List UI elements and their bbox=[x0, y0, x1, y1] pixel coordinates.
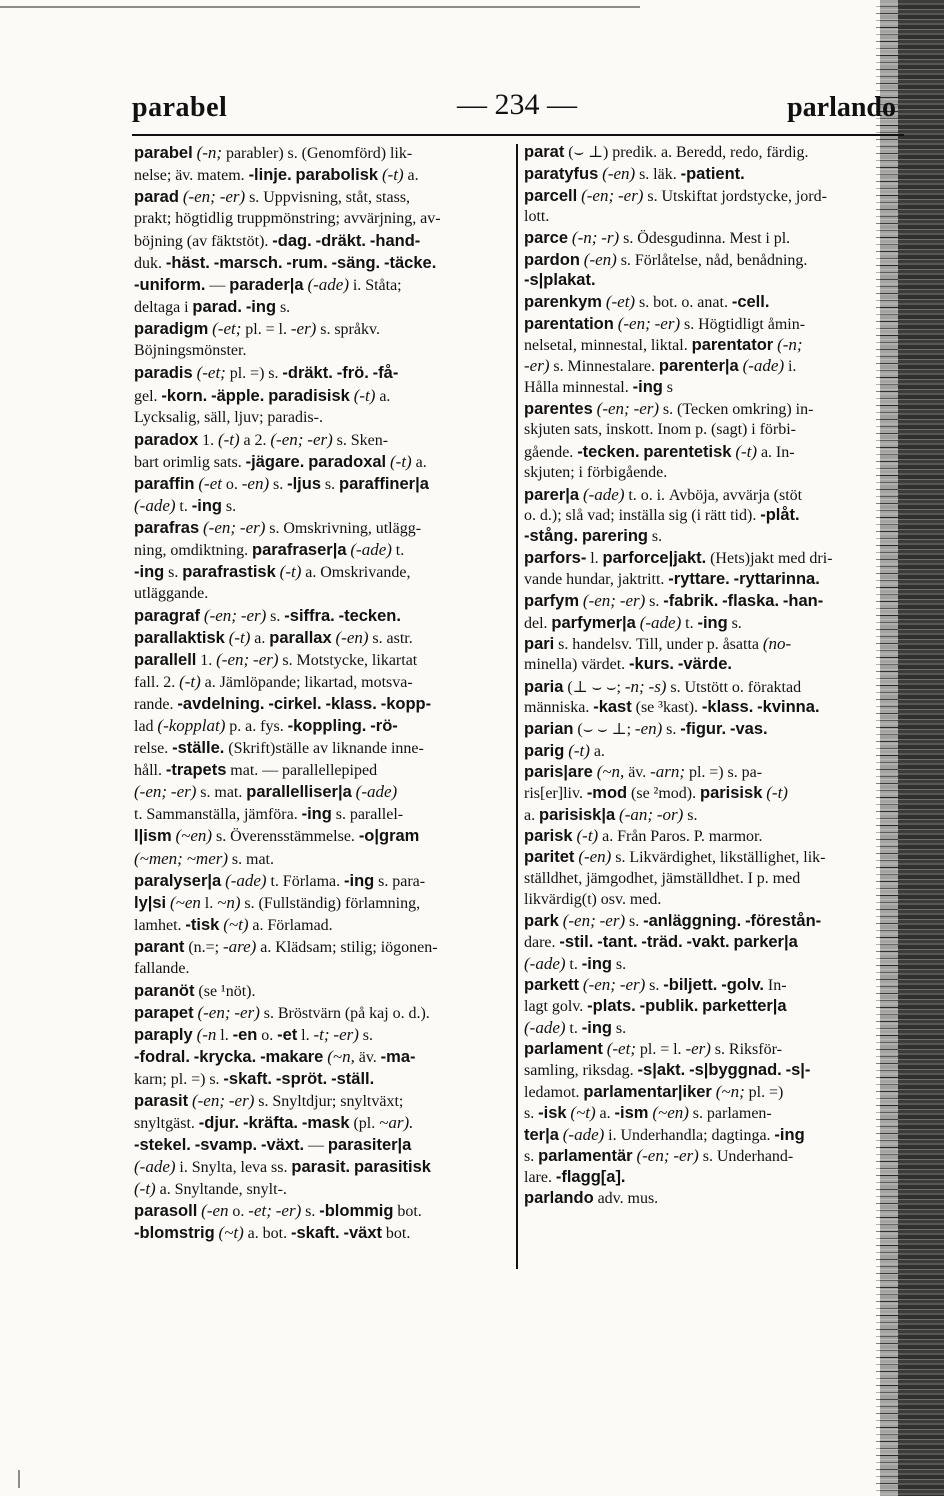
dictionary-line: parat (⌣ ⊥) predik. a. Beredd, redo, färdig. bbox=[524, 143, 809, 161]
dictionary-line: park (-en; -er) s. -anläggning. -förestån- bbox=[524, 911, 822, 931]
dictionary-line: nelse; äv. matem. -linje. parabolisk (-t) a. bbox=[134, 165, 419, 185]
dictionary-line: -ing s. parafrastisk (-t) a. Omskrivande, bbox=[134, 561, 411, 581]
dictionary-line: del. parfymer|a (-ade) t. -ing s. bbox=[524, 612, 742, 632]
dictionary-line: paria (⊥ ⌣ ⌣; -n; -s) s. Utstött o. föraktad bbox=[524, 676, 802, 696]
dictionary-line: parlando adv. mus. bbox=[524, 1188, 659, 1207]
dictionary-line: -er) s. Minnestalare. parenter|a (-ade) i. bbox=[524, 356, 797, 376]
dictionary-line: relse. -ställe. (Skrift)ställe av liknande inne- bbox=[134, 739, 424, 758]
dictionary-line: utläggande. bbox=[134, 584, 209, 602]
dictionary-line: -s|plakat. bbox=[524, 271, 596, 290]
dictionary-line: parlament (-et; pl. = l. -er) s. Riksför- bbox=[524, 1039, 782, 1059]
column-divider bbox=[516, 144, 518, 1269]
dictionary-line: l|ism (~en) s. Överensstämmelse. -o|gram bbox=[134, 826, 420, 846]
dictionary-line: parallaktisk (-t) a. parallax (-en) s. astr. bbox=[134, 628, 413, 648]
dictionary-line: -blomstrig (~t) a. bot. -skaft. -växt bot. bbox=[134, 1223, 411, 1243]
dictionary-line: parcell (-en; -er) s. Utskiftat jordstycke, jord- bbox=[524, 185, 827, 205]
dictionary-line: paradigm (-et; pl. = l. -er) s. språkv. bbox=[134, 319, 380, 339]
dictionary-line: parer|a (-ade) t. o. i. Avböja, avvärja (stöt bbox=[524, 484, 803, 504]
dictionary-line: deltaga i parad. -ing s. bbox=[134, 298, 291, 317]
dictionary-line: parallell 1. (-en; -er) s. Motstycke, likartat bbox=[134, 650, 418, 670]
dictionary-line: parig (-t) a. bbox=[524, 740, 605, 760]
dictionary-line: minella) värdet. -kurs. -värde. bbox=[524, 655, 732, 674]
dictionary-line: gående. -tecken. parentetisk (-t) a. In- bbox=[524, 441, 795, 461]
dictionary-line: paris|are (~n, äv. -arn; pl. =) s. pa- bbox=[524, 761, 763, 781]
left-column bbox=[134, 142, 508, 1244]
dictionary-line: -stekel. -svamp. -växt. — parasiter|a bbox=[134, 1136, 412, 1155]
dictionary-line: parant (n.=; -are) a. Klädsam; stilig; iögonen- bbox=[134, 936, 438, 956]
dictionary-line: parentation (-en; -er) s. Högtidligt åmin- bbox=[524, 313, 806, 333]
dictionary-line: Lycksalig, säll, ljuv; paradis-. bbox=[134, 408, 323, 426]
dictionary-line: snyltgäst. -djur. -kräfta. -mask (pl. ~ar). bbox=[134, 1113, 414, 1133]
dictionary-line: (-ade) i. Snylta, leva ss. parasit. parasitisk bbox=[134, 1157, 431, 1177]
dictionary-line: samling, riksdag. -s|akt. -s|byggnad. -s|- bbox=[524, 1060, 811, 1079]
dictionary-line: parisk (-t) a. Från Paros. P. marmor. bbox=[524, 826, 763, 845]
dictionary-line: paratyfus (-en) s. läk. -patient. bbox=[524, 164, 745, 184]
dictionary-line: skjuten; i förbigående. bbox=[524, 464, 668, 482]
dictionary-line: (-en; -er) s. mat. parallelliser|a (-ade) bbox=[134, 782, 398, 802]
dictionary-line: parapet (-en; -er) s. Bröstvärn (på kaj o. d.). bbox=[134, 1002, 430, 1022]
right-column bbox=[524, 142, 902, 1209]
dictionary-line: parfym (-en; -er) s. -fabrik. -flaska. -han- bbox=[524, 591, 824, 611]
dictionary-line: parad (-en; -er) s. Uppvisning, ståt, stass, bbox=[134, 187, 411, 207]
dictionary-line: lare. -flagg[a]. bbox=[524, 1167, 626, 1186]
dictionary-line: pardon (-en) s. Förlåtelse, nåd, benådning. bbox=[524, 249, 808, 269]
dictionary-line: paradox 1. (-t) a 2. (-en; -er) s. Sken- bbox=[134, 429, 389, 449]
dictionary-line: Hålla minnestal. -ing s bbox=[524, 377, 673, 396]
dictionary-line: -uniform. — parader|a (-ade) i. Ståta; bbox=[134, 275, 402, 295]
top-scan-line bbox=[0, 6, 640, 8]
dictionary-line: parkett (-en; -er) s. -biljett. -golv. In- bbox=[524, 975, 787, 995]
dictionary-line: bart orimlig sats. -jägare. paradoxal (-t) a. bbox=[134, 451, 427, 471]
dictionary-line: pari s. handelsv. Till, under p. åsatta (no- bbox=[524, 633, 792, 653]
dictionary-line: parentes (-en; -er) s. (Tecken omkring) in- bbox=[524, 399, 814, 419]
dictionary-line: människa. -kast (se ³kast). -klass. -kvinna. bbox=[524, 697, 820, 716]
dictionary-line: håll. -trapets mat. — parallellepiped bbox=[134, 761, 378, 780]
margin-mark bbox=[18, 1470, 28, 1488]
dictionary-line: -fodral. -krycka. -makare (~n, äv. -ma- bbox=[134, 1046, 416, 1066]
dictionary-line: paraply (-n l. -en o. -et l. -t; -er) s. bbox=[134, 1024, 373, 1044]
dictionary-line: ly|si (~en l. ~n) s. (Fullständig) förlamning, bbox=[134, 892, 421, 912]
dictionary-line: skjuten sats, inskott. Inom p. (sagt) i förbi- bbox=[524, 421, 797, 439]
dictionary-line: lagt golv. -plats. -publik. parketter|a bbox=[524, 996, 787, 1015]
dictionary-line: lad (-kopplat) p. a. fys. -koppling. -rö- bbox=[134, 716, 398, 736]
dictionary-line: (-ade) t. -ing s. bbox=[134, 495, 237, 515]
dictionary-line: fall. 2. (-t) a. Jämlöpande; likartad, motsva- bbox=[134, 672, 413, 692]
dictionary-line: t. Sammanställa, jämföra. -ing s. parallel- bbox=[134, 805, 404, 824]
dictionary-line: (-ade) t. -ing s. bbox=[524, 954, 627, 974]
dictionary-line: a. parisisk|a (-an; -or) s. bbox=[524, 804, 698, 824]
dictionary-line: ning, omdiktning. parafraser|a (-ade) t. bbox=[134, 539, 405, 559]
dictionary-line: parenkym (-et) s. bot. o. anat. -cell. bbox=[524, 292, 770, 312]
dictionary-line: likvärdig(t) osv. med. bbox=[524, 891, 662, 909]
header-rule bbox=[132, 134, 904, 136]
dictionary-line: o. d.); slå vad; inställa sig (i rätt tid). -plåt. bbox=[524, 505, 800, 524]
dictionary-line: duk. -häst. -marsch. -rum. -säng. -täcke. bbox=[134, 254, 437, 273]
dictionary-line: s. parlamentär (-en; -er) s. Underhand- bbox=[524, 1146, 794, 1166]
dictionary-line: (~men; ~mer) s. mat. bbox=[134, 848, 274, 868]
dictionary-line: nelsetal, minnestal, liktal. parentator (-n; bbox=[524, 335, 803, 355]
dictionary-line: paralyser|a (-ade) t. Förlama. -ing s. para- bbox=[134, 870, 426, 890]
dictionary-line: parabel (-n; parabler) s. (Genomförd) lik- bbox=[134, 143, 413, 162]
dictionary-line: (-ade) t. -ing s. bbox=[524, 1018, 627, 1038]
dictionary-line: gel. -korn. -äpple. paradisisk (-t) a. bbox=[134, 385, 391, 405]
dictionary-line: paradis (-et; pl. =) s. -dräkt. -frö. -få- bbox=[134, 363, 399, 383]
dictionary-line: Böjningsmönster. bbox=[134, 342, 247, 360]
dictionary-line: parasit (-en; -er) s. Snyltdjur; snyltväxt; bbox=[134, 1091, 404, 1111]
dictionary-line: fallande. bbox=[134, 959, 190, 977]
right-headword: parlando bbox=[787, 92, 896, 123]
dictionary-line: vande hundar, jaktritt. -ryttare. -ryttarinna. bbox=[524, 569, 820, 588]
dictionary-line: paranöt (se ¹nöt). bbox=[134, 981, 256, 1000]
dictionary-line: parce (-n; -r) s. Ödesgudinna. Mest i pl. bbox=[524, 228, 791, 248]
dictionary-line: prakt; högtidlig truppmönstring; avvärjning, av- bbox=[134, 210, 441, 228]
dictionary-line: (-t) a. Snyltande, snylt-. bbox=[134, 1179, 287, 1199]
dictionary-line: lamhet. -tisk (~t) a. Förlamad. bbox=[134, 914, 333, 934]
dictionary-line: ledamot. parlamentar|iker (~n; pl. =) bbox=[524, 1082, 784, 1102]
page-number: — 234 — bbox=[457, 88, 577, 121]
dictionary-line: paritet (-en) s. Likvärdighet, likställighet, lik- bbox=[524, 847, 826, 867]
dictionary-line: dare. -stil. -tant. -träd. -vakt. parker|a bbox=[524, 932, 798, 951]
left-headword: parabel bbox=[132, 92, 228, 123]
dictionary-line: lott. bbox=[524, 208, 550, 226]
dictionary-line: böjning (av fäktstöt). -dag. -dräkt. -hand- bbox=[134, 232, 421, 251]
dictionary-line: parafras (-en; -er) s. Omskrivning, utlägg- bbox=[134, 517, 422, 537]
dictionary-line: s. -isk (~t) a. -ism (~en) s. parlamen- bbox=[524, 1103, 772, 1123]
dictionary-line: paraffin (-et o. -en) s. -ljus s. paraffiner|a bbox=[134, 473, 429, 493]
dictionary-line: -stång. parering s. bbox=[524, 527, 663, 546]
dictionary-line: rande. -avdelning. -cirkel. -klass. -kopp- bbox=[134, 695, 432, 714]
dictionary-line: parasoll (-en o. -et; -er) s. -blommig bot. bbox=[134, 1201, 422, 1221]
page-header bbox=[132, 88, 902, 132]
dictionary-line: parfors- l. parforce|jakt. (Hets)jakt med dri- bbox=[524, 548, 833, 567]
dictionary-line: paragraf (-en; -er) s. -siffra. -tecken. bbox=[134, 605, 401, 625]
dictionary-line: ställdhet, jämgodhet, jämställdhet. I p. med bbox=[524, 869, 801, 887]
dictionary-line: ter|a (-ade) i. Underhandla; dagtinga. -ing bbox=[524, 1124, 805, 1144]
dictionary-line: karn; pl. =) s. -skaft. -spröt. -ställ. bbox=[134, 1069, 375, 1088]
dictionary-line: parian (⌣ ⌣ ⊥; -en) s. -figur. -vas. bbox=[524, 719, 768, 739]
dictionary-line: ris[er]liv. -mod (se ²mod). parisisk (-t) bbox=[524, 783, 788, 803]
